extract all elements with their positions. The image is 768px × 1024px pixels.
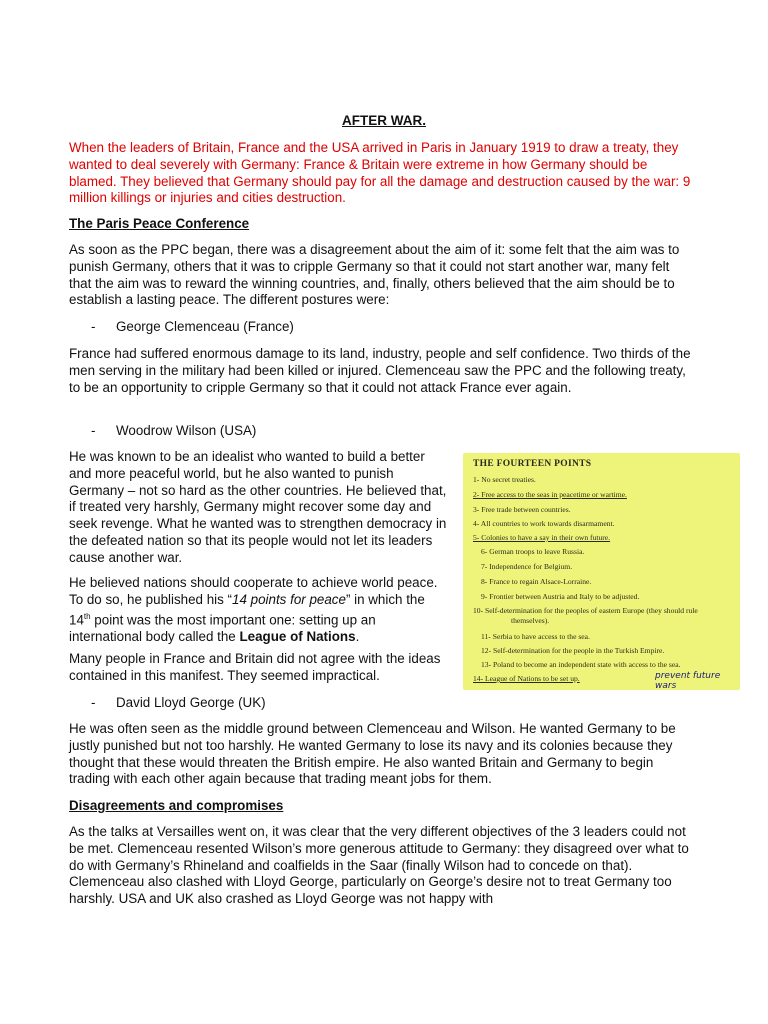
paragraph-france: France had suffered enormous damage to its land, industry, people and self confidence. Two thirds of the men serving in the military had been killed or injured. Clemenceau saw the PPC and the following treaty, to be an opportunity to cripple Germany so that it could not attack France ever again. [69, 346, 691, 395]
intro-paragraph: When the leaders of Britain, France and the USA arrived in Paris in January 1919 to draw a treaty, they wanted to deal severely with Germany: France & Britain were extreme in how Germany should be blamed. They believed that Germany should pay for all the damage and destruction caused by the war: 9 million killings or injuries and cities destruction. [69, 140, 691, 206]
point-item: themselves). [511, 616, 550, 625]
point-item: 5- Colonies to have a say in their own future. [473, 533, 611, 542]
point-item: 12- Self-determination for the people in the Turkish Empire. [481, 646, 665, 655]
paragraph-wilson-idealist: He was known to be an idealist who wanted to build a better and more peaceful world, but he also wanted to punish Germany – not so hard as the other countries. He believed that, if treated very harshly, Germany might recover some day and seek revenge. What he wanted was to strengthen democracy in the defeated nation so that its people would not let its leaders cause another war. [69, 449, 447, 565]
handwritten-note: prevent future wars [655, 671, 721, 690]
bullet-lloyd-george-label: David Lloyd George (UK) [116, 695, 266, 710]
bullet-clemenceau-label: George Clemenceau (France) [116, 319, 294, 334]
point-item: 9- Frontier between Austria and Italy to be adjusted. [481, 592, 640, 601]
paragraph-fourteen-points: He believed nations should cooperate to achieve world peace. To do so, he published his “14 points for peace” in which the 14th point was the most important one: setting up an international body called the League of Nations. [69, 575, 438, 644]
point-item: 10- Self-determination for the peoples of eastern Europe (they should rule [473, 606, 698, 615]
point-item: 2- Free access to the seas in peacetime or wartime. [473, 490, 627, 499]
paragraph-disagreement: Many people in France and Britain did not agree with the ideas contained in this manifest. They seemed impractical. [69, 651, 441, 683]
bullet-clemenceau: - George Clemenceau (France) [91, 319, 294, 334]
point-item: 14- League of Nations to be set up. [473, 674, 580, 683]
fourteen-points-photo [463, 453, 740, 690]
point-item: 1- No secret treaties. [473, 475, 536, 484]
paragraph-ppc-aims: As soon as the PPC began, there was a disagreement about the aim of it: some felt that the aim was to punish Germany, others that it was to cripple Germany so that it could not start another war, many felt that the aim was to reward the winning countries, and, finally, others believed that the aim should be to establish a lasting peace. The different postures were: [69, 242, 680, 308]
paragraph-lloyd-george: He was often seen as the middle ground between Clemenceau and Wilson. He wanted Germany to be justly punished but not too harshly. He wanted Germany to lose its navy and its colonies because they thought that these would threaten the British empire. He also wanted Britain and Germany to begin trading with each other again because that trading meant jobs for them. [69, 721, 676, 787]
section-heading-paris-peace-conference: The Paris Peace Conference [69, 216, 250, 231]
bullet-wilson-label: Woodrow Wilson (USA) [116, 423, 257, 438]
page-title: AFTER WAR. [342, 113, 426, 128]
point-item: 6- German troops to leave Russia. [481, 547, 585, 556]
point-item: 3- Free trade between countries. [473, 505, 571, 514]
section-heading-disagreements: Disagreements and compromises [69, 798, 284, 813]
bullet-wilson: - Woodrow Wilson (USA) [91, 423, 257, 438]
fourteen-points-heading: THE FOURTEEN POINTS [473, 459, 592, 469]
paragraph-disagreements: As the talks at Versailles went on, it was clear that the very different objectives of the 3 leaders could not be met. Clemenceau resented Wilson’s more generous attitude to Germany: they disagreed over what to do with Germany’s Rhineland and coalfields in the Saar (finally Wilson had to concede on that). Clemenceau also clashed with Lloyd George, particularly on George’s desire not to treat Germany too harshly. USA and UK also crashed as Lloyd George was not happy with [69, 824, 689, 907]
bullet-lloyd-george: - David Lloyd George (UK) [91, 695, 266, 710]
point-item: 4- All countries to work towards disarmament. [473, 519, 615, 528]
point-item: 13- Poland to become an independent state with access to the sea. [481, 660, 681, 669]
point-item: 8- France to regain Alsace-Lorraine. [481, 577, 592, 586]
point-item: 11- Serbia to have access to the sea. [481, 632, 590, 641]
point-item: 7- Independence for Belgium. [481, 562, 573, 571]
